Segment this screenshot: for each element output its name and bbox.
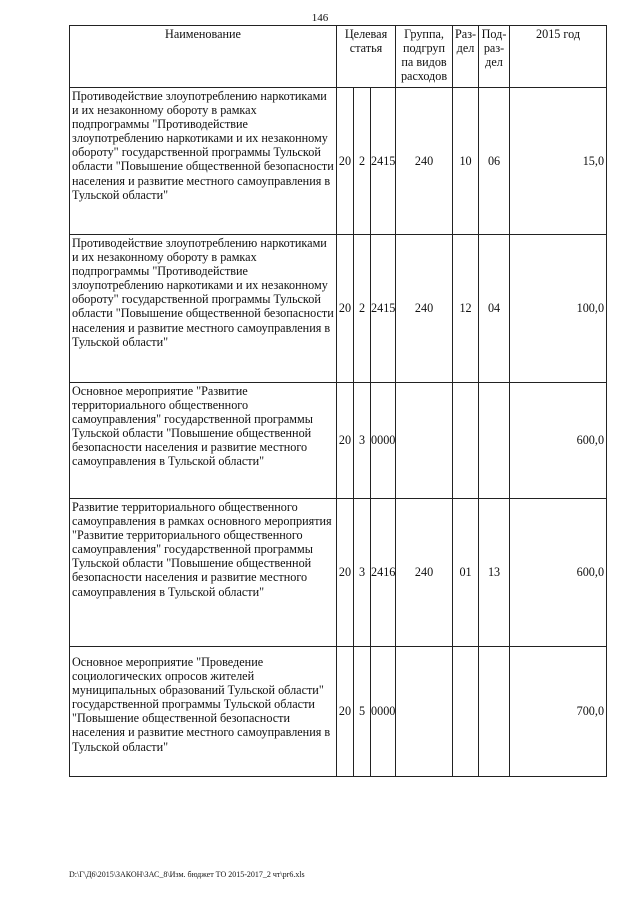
section-code: 01 xyxy=(453,499,479,647)
header-year: 2015 год xyxy=(510,26,607,88)
header-subsection: Под- раз- дел xyxy=(479,26,510,88)
file-path-footer: D:\Г\Д6\2015\ЗАКОН\ЗАС_8\Изм. бюджет ТО 2015-2017_2 чт\pr6.xls xyxy=(69,870,305,879)
target-part-c: 2415 xyxy=(371,235,396,383)
target-part-c: 2415 xyxy=(371,88,396,235)
subsection-code: 04 xyxy=(479,235,510,383)
row-name: Противодействие злоупотреблению наркотиками и их незаконному обороту в рамках подпрограммы "Противодействие злоупотреблению наркотиками и их незаконному обороту" государственной программы Тульской области "Повышение общественной безопасности населения и развитие местного самоуправления в Тульской области" xyxy=(70,235,337,383)
target-part-a: 20 xyxy=(337,647,354,777)
table-row xyxy=(70,647,607,777)
section-code: 10 xyxy=(453,88,479,235)
header-group: Группа, подгруп па видов расходов xyxy=(396,26,453,88)
subsection-code: 13 xyxy=(479,499,510,647)
section-code xyxy=(453,383,479,499)
expense-group: 240 xyxy=(396,499,453,647)
header-section: Раз- дел xyxy=(453,26,479,88)
header-name: Наименование xyxy=(70,26,337,88)
amount-2015: 100,0 xyxy=(510,235,607,383)
expense-group: 240 xyxy=(396,235,453,383)
table-row xyxy=(70,499,607,647)
target-part-a: 20 xyxy=(337,88,354,235)
section-code: 12 xyxy=(453,235,479,383)
subsection-code xyxy=(479,383,510,499)
section-code xyxy=(453,647,479,777)
target-part-b: 2 xyxy=(354,88,371,235)
table-row xyxy=(70,88,607,235)
target-part-b: 3 xyxy=(354,383,371,499)
row-name: Развитие территориального общественного самоуправления в рамках основного мероприятия "Развитие территориального общественного самоуправления" государственной программы Тульской области "Повышение общественной безопасности населения и развитие местного самоуправления в Тульской области" xyxy=(70,499,337,647)
expense-group xyxy=(396,383,453,499)
row-name: Основное мероприятие "Проведение социологических опросов жителей муниципальных образований Тульской области" государственной программы Тульской области "Повышение общественной безопасности населения и развитие местного самоуправления в Тульской области" xyxy=(70,647,337,777)
target-part-c: 0000 xyxy=(371,647,396,777)
target-part-b: 2 xyxy=(354,235,371,383)
amount-2015: 700,0 xyxy=(510,647,607,777)
row-name: Противодействие злоупотреблению наркотиками и их незаконному обороту в рамках подпрограммы "Противодействие злоупотреблению наркотиками и их незаконному обороту" государственной программы Тульской области "Повышение общественной безопасности населения и развитие местного самоуправления в Тульской области" xyxy=(70,88,337,235)
target-part-b: 5 xyxy=(354,647,371,777)
amount-2015: 600,0 xyxy=(510,383,607,499)
amount-2015: 600,0 xyxy=(510,499,607,647)
target-part-c: 2416 xyxy=(371,499,396,647)
page-number: 146 xyxy=(311,12,329,24)
expense-group: 240 xyxy=(396,88,453,235)
header-target: Целевая статья xyxy=(337,26,396,88)
subsection-code xyxy=(479,647,510,777)
target-part-b: 3 xyxy=(354,499,371,647)
target-part-a: 20 xyxy=(337,235,354,383)
row-name: Основное мероприятие "Развитие территориального общественного самоуправления" государственной программы Тульской области "Повышение общественной безопасности населения и развитие местного самоуправления в Тульской области" xyxy=(70,383,337,499)
target-part-c: 0000 xyxy=(371,383,396,499)
subsection-code: 06 xyxy=(479,88,510,235)
expense-group xyxy=(396,647,453,777)
budget-table xyxy=(69,25,607,777)
target-part-a: 20 xyxy=(337,499,354,647)
table-row xyxy=(70,383,607,499)
table-row xyxy=(70,235,607,383)
target-part-a: 20 xyxy=(337,383,354,499)
amount-2015: 15,0 xyxy=(510,88,607,235)
